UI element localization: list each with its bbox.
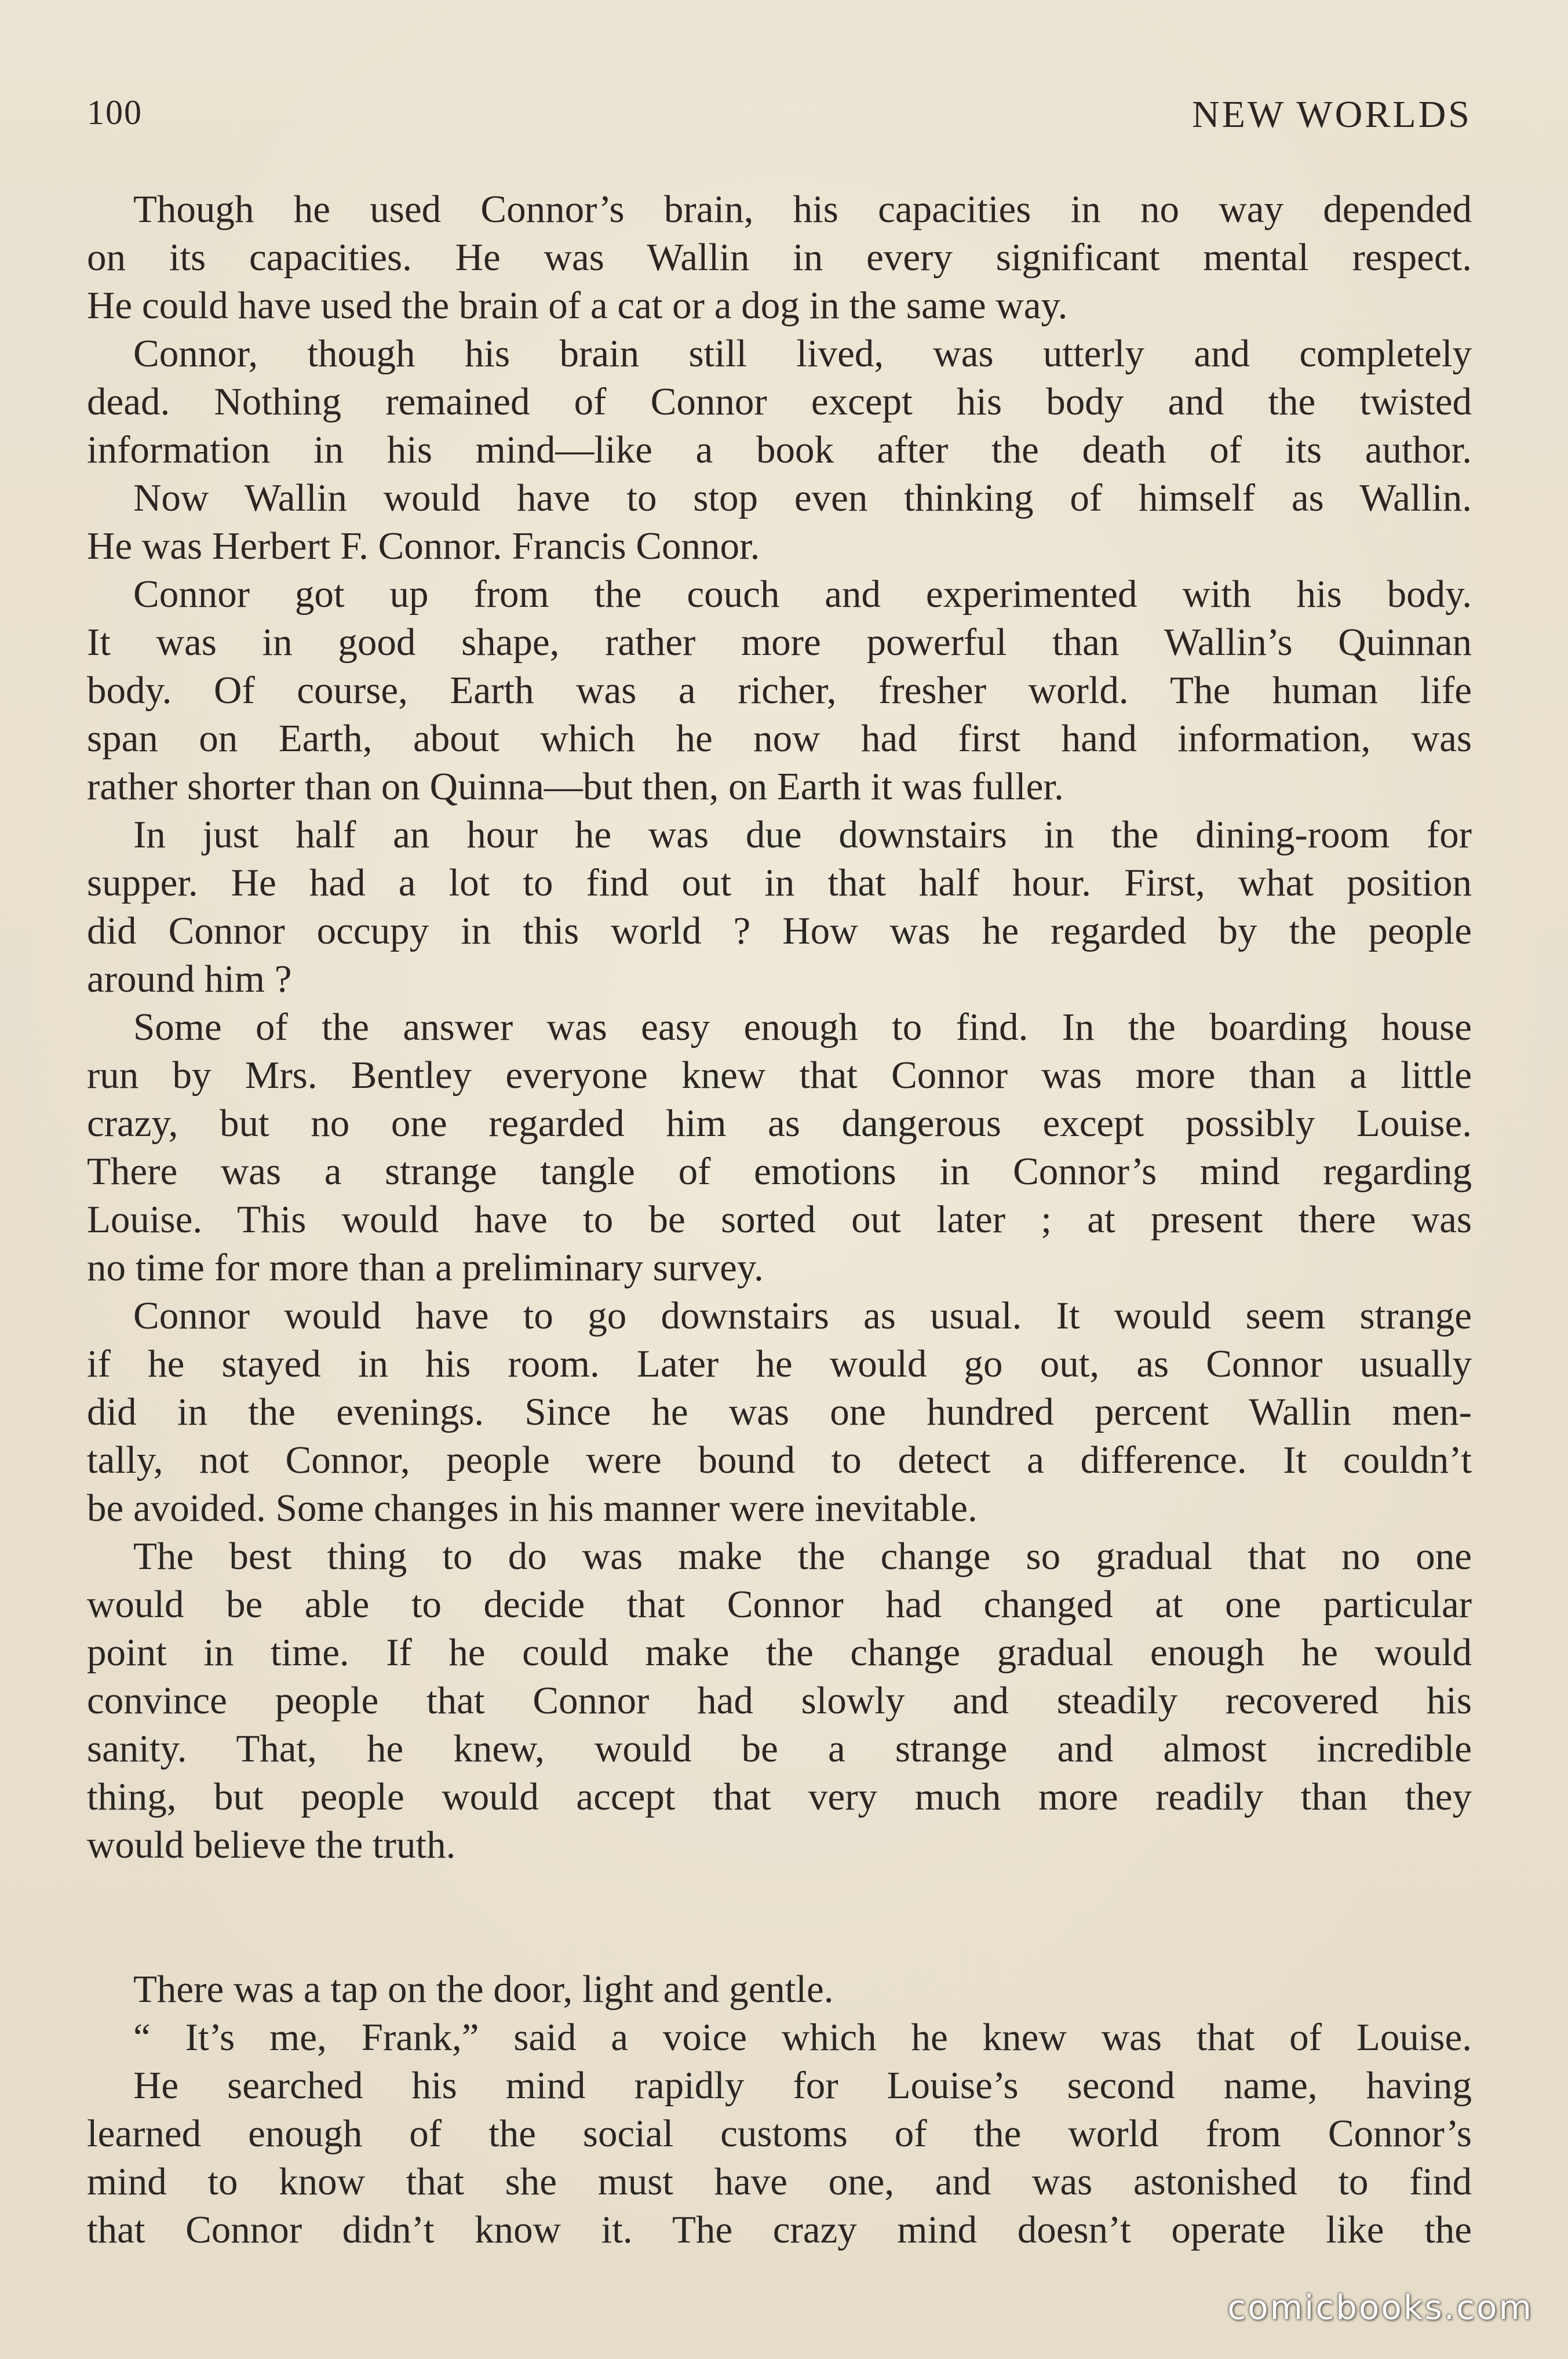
text-line: Connor, though his brain still lived, was utterly and completely (133, 332, 1472, 375)
text-line: Though he used Connor’s brain, his capacities in no way depended (133, 188, 1472, 231)
text-line: tally, not Connor, people were bound to detect a difference. It couldn’t (87, 1439, 1472, 1481)
body-text (87, 185, 1472, 2254)
text-line: did in the evenings. Since he was one hundred percent Wallin men- (87, 1390, 1472, 1433)
text-line: It was in good shape, rather more powerful than Wallin’s Quinnan (87, 621, 1472, 664)
text-line: crazy, but no one regarded him as dangerous except possibly Louise. (87, 1102, 1472, 1145)
text-line: point in time. If he could make the change gradual enough he would (87, 1631, 1472, 1674)
text-line: run by Mrs. Bentley everyone knew that Connor was more than a little (87, 1054, 1472, 1097)
text-line: body. Of course, Earth was a richer, fresher world. The human life (87, 669, 1472, 712)
text-line: mind to know that she must have one, and was astonished to find (87, 2160, 1472, 2203)
text-line: no time for more than a preliminary survey. (87, 1246, 764, 1289)
text-line: Connor got up from the couch and experimented with his body. (133, 573, 1472, 616)
page-number: 100 (87, 93, 143, 132)
text-line: that Connor didn’t know it. The crazy mind doesn’t operate like the (87, 2208, 1472, 2251)
text-line: information in his mind—like a book after the death of its author. (87, 428, 1472, 471)
text-line: In just half an hour he was due downstairs in the dining-room for (133, 813, 1472, 856)
text-line: There was a tap on the door, light and gentle. (133, 1968, 834, 2011)
text-line: be avoided. Some changes in his manner were inevitable. (87, 1487, 978, 1530)
text-line: convince people that Connor had slowly and steadily recovered his (87, 1679, 1472, 1722)
text-line: There was a strange tangle of emotions in Connor’s mind regarding (87, 1150, 1472, 1193)
watermark: comicbooks.com (1227, 2288, 1533, 2327)
text-line: rather shorter than on Quinna—but then, on Earth it was fuller. (87, 765, 1064, 808)
text-line: if he stayed in his room. Later he would go out, as Connor usually (87, 1342, 1472, 1385)
text-line: on its capacities. He was Wallin in every significant mental respect. (87, 236, 1472, 279)
text-line: would be able to decide that Connor had changed at one particular (87, 1583, 1472, 1626)
text-line: span on Earth, about which he now had first hand information, was (87, 717, 1472, 760)
text-line: did Connor occupy in this world ? How was he regarded by the people (87, 909, 1472, 952)
text-line: He could have used the brain of a cat or a dog in the same way. (87, 284, 1068, 327)
text-line: He was Herbert F. Connor. Francis Connor. (87, 525, 760, 567)
text-line: Louise. This would have to be sorted out later ; at present there was (87, 1198, 1472, 1241)
running-title: NEW WORLDS (1191, 93, 1472, 136)
text-line: The best thing to do was make the change so gradual that no one (133, 1535, 1472, 1578)
text-line: thing, but people would accept that very much more readily than they (87, 1775, 1472, 1818)
text-line: dead. Nothing remained of Connor except his body and the twisted (87, 380, 1472, 423)
text-line: learned enough of the social customs of the world from Connor’s (87, 2112, 1472, 2155)
text-line: He searched his mind rapidly for Louise’s second name, having (133, 2064, 1472, 2107)
text-line: Some of the answer was easy enough to find. In the boarding house (133, 1006, 1472, 1049)
text-line: Now Wallin would have to stop even thinking of himself as Wallin. (133, 476, 1472, 519)
text-line: supper. He had a lot to find out in that half hour. First, what position (87, 861, 1472, 904)
text-line: Connor would have to go downstairs as usual. It would seem strange (133, 1294, 1472, 1337)
section-break (87, 1869, 1472, 1965)
text-line: around him ? (87, 958, 292, 1000)
text-line: sanity. That, he knew, would be a strange and almost incredible (87, 1727, 1472, 1770)
text-line: would believe the truth. (87, 1823, 456, 1866)
page-header (87, 93, 1472, 145)
text-line: “ It’s me, Frank,” said a voice which he knew was that of Louise. (133, 2016, 1472, 2059)
